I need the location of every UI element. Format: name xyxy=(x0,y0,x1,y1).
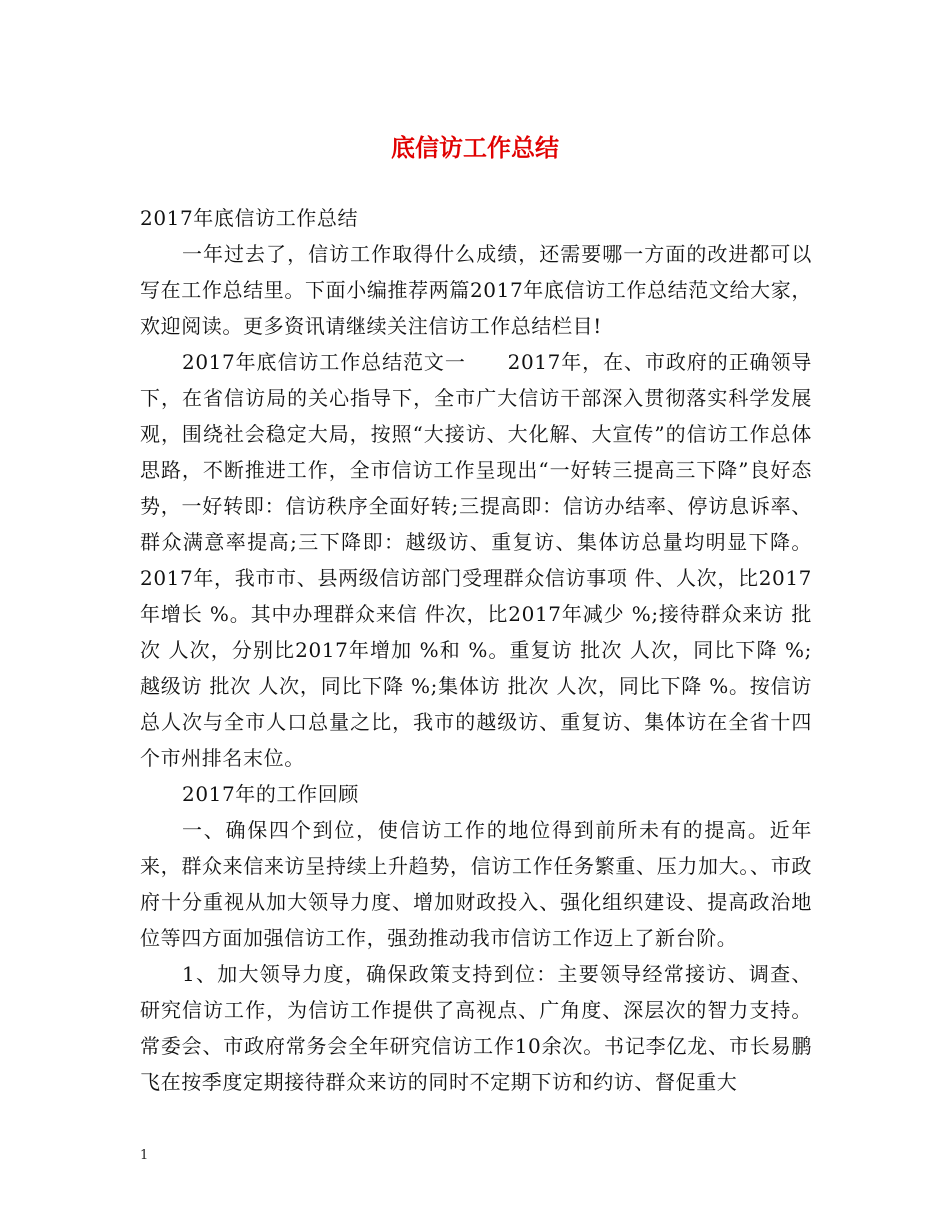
leadership-paragraph: 1、加大领导力度，确保政策支持到位：主要领导经常接访、调查、研究信访工作，为信访工作提供了高视点、广角度、深层次的智力支持。常委会、市政府常务会全年研究信访工作10余次。书记李亿龙、市长易鹏飞在按季度定期接待群众来访的同时不定期下访和约访、督促重大 xyxy=(140,962,812,1094)
page-number: 1 xyxy=(140,1148,149,1163)
section-heading: 2017年的工作回顾 xyxy=(182,782,359,806)
subtitle-paragraph: 2017年底信访工作总结 xyxy=(140,206,359,230)
intro-paragraph: 一年过去了，信访工作取得什么成绩，还需要哪一方面的改进都可以写在工作总结里。下面小编推荐两篇2017年底信访工作总结范文给大家，欢迎阅读。更多资讯请继续关注信访工作总结栏目! xyxy=(140,242,812,338)
summary-paragraph: 2017年底信访工作总结范文一 2017年，在、市政府的正确领导下，在省信访局的关心指导下，全市广大信访干部深入贯彻落实科学发展观，围绕社会稳定大局，按照“大接访、大化解、大宣传”的信访工作总体思路，不断推进工作，全市信访工作呈现出“一好转三提高三下降”良好态势，一好转即：信访秩序全面好转;三提高即：信访办结率、停访息诉率、群众满意率提高;三下降即：越级访、重复访、集体访总量均明显下降。 2017年，我市市、县两级信访部门受理群众信访事项 件、人次，比2017年增长 %。其中办理群众来信 件次，比2017年减少 %;接待群众来访 批次 人次，分别比2017年增加 %和 %。重复访 批次 人次，同比下降 %;越级访 批次 人次，同比下降 %;集体访 批次 人次，同比下降 %。按信访总人次与全市人口总量之比，我市的越级访、重复访、集体访在全省十四个市州排名末位。 xyxy=(140,350,812,770)
document-title: 底信访工作总结 xyxy=(391,134,559,162)
section-one-paragraph: 一、确保四个到位，使信访工作的地位得到前所未有的提高。近年来，群众来信来访呈持续上升趋势，信访工作任务繁重、压力加大。、市政府十分重视从加大领导力度、增加财政投入、强化组织建设、提高政治地位等四方面加强信访工作，强劲推动我市信访工作迈上了新台阶。 xyxy=(140,818,812,950)
document-body xyxy=(140,200,812,1100)
